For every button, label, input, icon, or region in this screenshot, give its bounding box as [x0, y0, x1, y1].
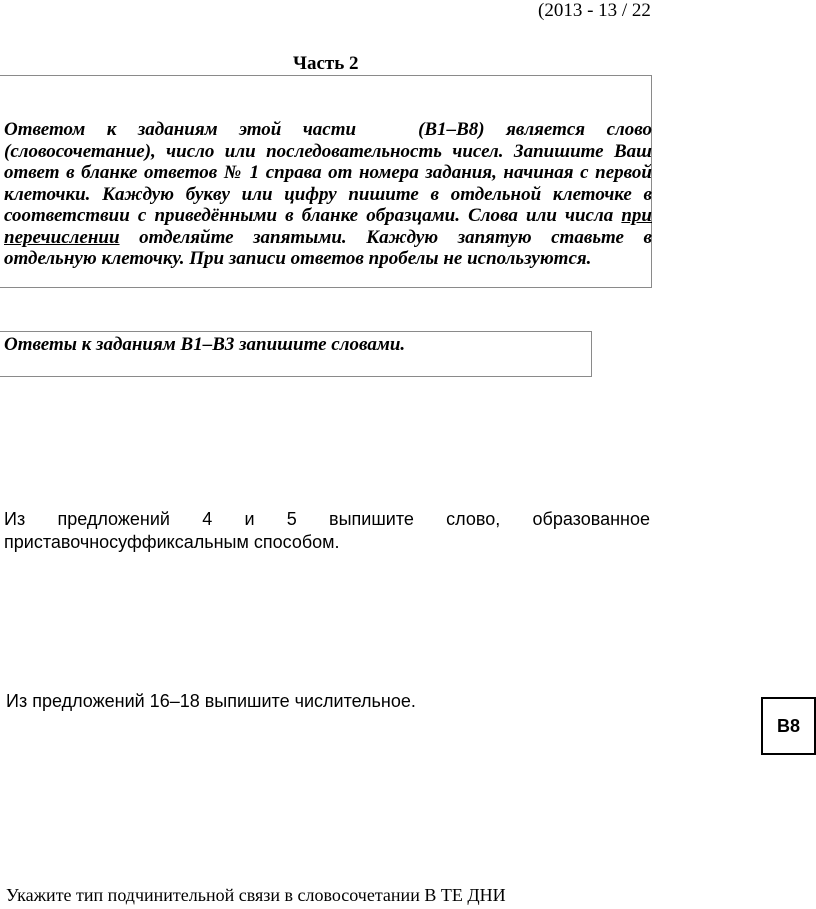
intro-seg1: Ответом к заданиям этой части: [4, 119, 357, 140]
b1-b3-instruction: Ответы к заданиям В1–В3 запишите словами.: [4, 334, 406, 355]
task-b3: Укажите тип подчинительной связи в словосочетании В ТЕ ДНИ: [6, 885, 506, 905]
intro-instructions: [4, 119, 652, 270]
intro-underlined: при перечислении: [4, 205, 652, 248]
part-title: Часть 2: [293, 53, 359, 74]
intro-seg3: отделяйте запятыми. Каждую запятую ставьте в отдельную клеточку. При записи ответов пробелы не используются.: [4, 226, 652, 269]
task-b2: Из предложений 16–18 выпишите числительное.: [6, 691, 416, 711]
b8-label: В8: [776, 715, 800, 736]
page-header: (2013 - 13 / 22: [538, 0, 651, 21]
task-b1-line1: Из предложений 4 и 5 выпишите слово, образованное: [4, 509, 650, 529]
b8-label-box: [761, 697, 816, 755]
task-b1: [4, 508, 650, 554]
task-b1-line2: приставочносуффиксальным способом.: [4, 532, 340, 552]
intro-seg2: (В1–В8) является слово (словосочетание), число или последовательность чисел. Запишите Ваш ответ в бланке ответов № 1 справа от номера задания, начиная с первой клеточки. Каждую букву или цифру пишите в отдельной клеточке в соответствии с приведёнными в бланке образцами. Слова или числа: [4, 119, 652, 226]
